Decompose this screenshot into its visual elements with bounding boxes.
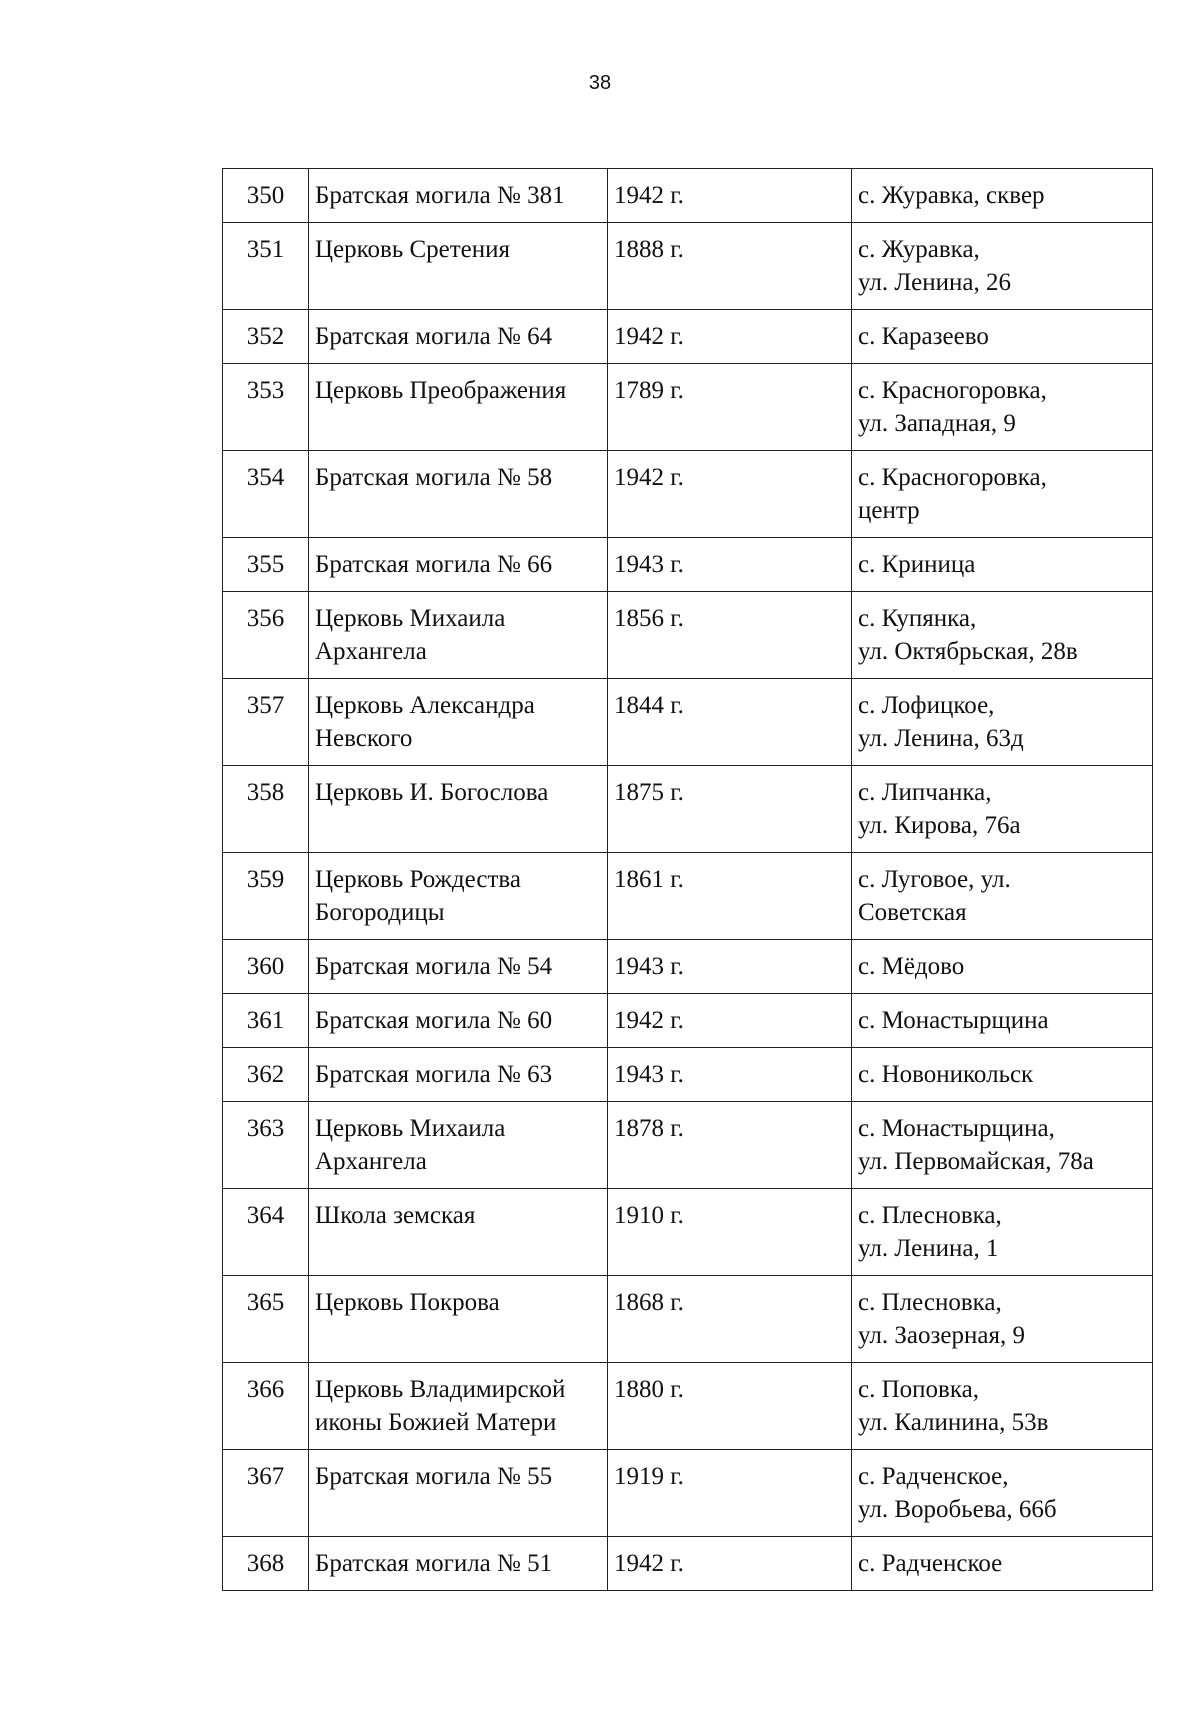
object-name-cell bbox=[309, 994, 608, 1048]
address-cell bbox=[852, 679, 1153, 766]
object-name-line: Братская могила № 64 bbox=[315, 323, 553, 350]
address-cell bbox=[852, 592, 1153, 679]
address-line: с. Красногоровка, bbox=[858, 464, 1047, 491]
registry-table-body bbox=[223, 169, 1153, 1591]
object-name-cell bbox=[309, 679, 608, 766]
year-cell: 1919 г. bbox=[608, 1450, 852, 1537]
heritage-registry-table bbox=[222, 168, 1153, 1591]
object-name-cell bbox=[309, 1276, 608, 1363]
address-cell bbox=[852, 1276, 1153, 1363]
table-row bbox=[223, 1363, 1153, 1450]
year-cell: 1861 г. bbox=[608, 853, 852, 940]
year-cell: 1943 г. bbox=[608, 940, 852, 994]
address-line: с. Новоникольск bbox=[858, 1061, 1034, 1088]
table-row bbox=[223, 169, 1153, 223]
address-line: с. Купянка, bbox=[858, 605, 977, 632]
row-number-cell: 356 bbox=[223, 592, 309, 679]
object-name-line: Церковь Преображения bbox=[315, 377, 567, 404]
object-name-line: Церковь И. Богослова bbox=[315, 779, 549, 806]
address-line: с. Красногоровка, bbox=[858, 377, 1047, 404]
address-cell bbox=[852, 364, 1153, 451]
row-number-cell: 357 bbox=[223, 679, 309, 766]
address-cell bbox=[852, 940, 1153, 994]
year-cell: 1942 г. bbox=[608, 310, 852, 364]
object-name-line: Братская могила № 58 bbox=[315, 464, 553, 491]
row-number-cell: 350 bbox=[223, 169, 309, 223]
row-number-cell: 358 bbox=[223, 766, 309, 853]
table-row bbox=[223, 1537, 1153, 1591]
object-name-cell bbox=[309, 853, 608, 940]
address-line: ул. Октябрьская, 28в bbox=[858, 638, 1078, 665]
object-name-line: Школа земская bbox=[315, 1202, 476, 1229]
year-cell: 1942 г. bbox=[608, 994, 852, 1048]
address-line: Советская bbox=[858, 899, 967, 926]
year-cell: 1888 г. bbox=[608, 223, 852, 310]
object-name-line: Невского bbox=[315, 725, 413, 752]
address-line: с. Монастырщина, bbox=[858, 1115, 1055, 1142]
object-name-cell bbox=[309, 1048, 608, 1102]
address-cell bbox=[852, 1102, 1153, 1189]
address-line: с. Луговое, ул. bbox=[858, 866, 1011, 893]
table-row bbox=[223, 1450, 1153, 1537]
address-line: с. Радченское, bbox=[858, 1463, 1009, 1490]
address-line: ул. Ленина, 26 bbox=[858, 269, 1011, 296]
table-row bbox=[223, 1048, 1153, 1102]
address-line: ул. Кирова, 76а bbox=[858, 812, 1021, 839]
object-name-cell bbox=[309, 1450, 608, 1537]
object-name-line: Богородицы bbox=[315, 899, 445, 926]
table-row bbox=[223, 451, 1153, 538]
year-cell: 1880 г. bbox=[608, 1363, 852, 1450]
object-name-line: Братская могила № 55 bbox=[315, 1463, 553, 1490]
table-row bbox=[223, 592, 1153, 679]
object-name-line: Церковь Сретения bbox=[315, 236, 511, 263]
table-row bbox=[223, 538, 1153, 592]
address-cell bbox=[852, 1537, 1153, 1591]
object-name-cell bbox=[309, 940, 608, 994]
address-line: ул. Ленина, 63д bbox=[858, 725, 1024, 752]
address-line: с. Мёдово bbox=[858, 953, 965, 980]
object-name-line: Архангела bbox=[315, 1148, 427, 1175]
object-name-cell bbox=[309, 169, 608, 223]
object-name-line: Церковь Рождества bbox=[315, 866, 521, 893]
address-line: с. Журавка, сквер bbox=[858, 182, 1045, 209]
address-line: с. Криница bbox=[858, 551, 976, 578]
object-name-line: иконы Божией Матери bbox=[315, 1409, 557, 1436]
year-cell: 1844 г. bbox=[608, 679, 852, 766]
table-row bbox=[223, 940, 1153, 994]
address-line: с. Каразеево bbox=[858, 323, 989, 350]
address-cell bbox=[852, 310, 1153, 364]
row-number-cell: 360 bbox=[223, 940, 309, 994]
row-number-cell: 367 bbox=[223, 1450, 309, 1537]
address-line: ул. Первомайская, 78а bbox=[858, 1148, 1094, 1175]
object-name-line: Братская могила № 60 bbox=[315, 1007, 553, 1034]
object-name-line: Церковь Михаила bbox=[315, 605, 506, 632]
table-row bbox=[223, 223, 1153, 310]
row-number-cell: 353 bbox=[223, 364, 309, 451]
table-row bbox=[223, 766, 1153, 853]
row-number-cell: 364 bbox=[223, 1189, 309, 1276]
table-row bbox=[223, 364, 1153, 451]
address-cell bbox=[852, 538, 1153, 592]
row-number-cell: 368 bbox=[223, 1537, 309, 1591]
address-line: с. Плесновка, bbox=[858, 1202, 1002, 1229]
address-cell bbox=[852, 451, 1153, 538]
table-row bbox=[223, 1102, 1153, 1189]
row-number-cell: 365 bbox=[223, 1276, 309, 1363]
address-cell bbox=[852, 1363, 1153, 1450]
address-cell bbox=[852, 1048, 1153, 1102]
object-name-cell bbox=[309, 1102, 608, 1189]
year-cell: 1943 г. bbox=[608, 538, 852, 592]
address-line: с. Монастырщина bbox=[858, 1007, 1049, 1034]
address-line: с. Липчанка, bbox=[858, 779, 992, 806]
year-cell: 1856 г. bbox=[608, 592, 852, 679]
object-name-cell bbox=[309, 310, 608, 364]
object-name-line: Братская могила № 54 bbox=[315, 953, 553, 980]
object-name-line: Архангела bbox=[315, 638, 427, 665]
object-name-cell bbox=[309, 592, 608, 679]
address-line: с. Лофицкое, bbox=[858, 692, 995, 719]
address-cell bbox=[852, 1450, 1153, 1537]
year-cell: 1789 г. bbox=[608, 364, 852, 451]
object-name-cell bbox=[309, 1189, 608, 1276]
address-cell bbox=[852, 853, 1153, 940]
table-row bbox=[223, 994, 1153, 1048]
address-cell bbox=[852, 766, 1153, 853]
address-line: с. Поповка, bbox=[858, 1376, 979, 1403]
row-number-cell: 361 bbox=[223, 994, 309, 1048]
year-cell: 1943 г. bbox=[608, 1048, 852, 1102]
table-row bbox=[223, 1189, 1153, 1276]
address-cell bbox=[852, 1189, 1153, 1276]
address-line: центр bbox=[858, 497, 920, 524]
table-row bbox=[223, 310, 1153, 364]
row-number-cell: 352 bbox=[223, 310, 309, 364]
row-number-cell: 351 bbox=[223, 223, 309, 310]
object-name-cell bbox=[309, 451, 608, 538]
object-name-line: Церковь Владимирской bbox=[315, 1376, 566, 1403]
address-line: ул. Воробьева, 66б bbox=[858, 1496, 1057, 1523]
address-cell bbox=[852, 994, 1153, 1048]
table-row bbox=[223, 853, 1153, 940]
year-cell: 1875 г. bbox=[608, 766, 852, 853]
year-cell: 1868 г. bbox=[608, 1276, 852, 1363]
object-name-cell bbox=[309, 364, 608, 451]
object-name-line: Братская могила № 66 bbox=[315, 551, 553, 578]
row-number-cell: 354 bbox=[223, 451, 309, 538]
object-name-cell bbox=[309, 1363, 608, 1450]
address-cell bbox=[852, 223, 1153, 310]
row-number-cell: 363 bbox=[223, 1102, 309, 1189]
object-name-line: Церковь Александра bbox=[315, 692, 535, 719]
year-cell: 1910 г. bbox=[608, 1189, 852, 1276]
object-name-line: Братская могила № 63 bbox=[315, 1061, 553, 1088]
address-line: ул. Ленина, 1 bbox=[858, 1235, 999, 1262]
object-name-cell bbox=[309, 1537, 608, 1591]
page-number: 38 bbox=[588, 72, 612, 94]
year-cell: 1942 г. bbox=[608, 1537, 852, 1591]
object-name-cell bbox=[309, 538, 608, 592]
address-cell bbox=[852, 169, 1153, 223]
address-line: с. Журавка, bbox=[858, 236, 980, 263]
row-number-cell: 366 bbox=[223, 1363, 309, 1450]
address-line: ул. Калинина, 53в bbox=[858, 1409, 1049, 1436]
table-row bbox=[223, 1276, 1153, 1363]
object-name-line: Церковь Покрова bbox=[315, 1289, 500, 1316]
row-number-cell: 355 bbox=[223, 538, 309, 592]
object-name-cell bbox=[309, 223, 608, 310]
object-name-line: Церковь Михаила bbox=[315, 1115, 506, 1142]
address-line: с. Радченское bbox=[858, 1550, 1003, 1577]
object-name-line: Братская могила № 381 bbox=[315, 182, 565, 209]
table-row bbox=[223, 679, 1153, 766]
object-name-line: Братская могила № 51 bbox=[315, 1550, 553, 1577]
year-cell: 1942 г. bbox=[608, 451, 852, 538]
address-line: ул. Западная, 9 bbox=[858, 410, 1016, 437]
row-number-cell: 362 bbox=[223, 1048, 309, 1102]
year-cell: 1878 г. bbox=[608, 1102, 852, 1189]
object-name-cell bbox=[309, 766, 608, 853]
row-number-cell: 359 bbox=[223, 853, 309, 940]
address-line: ул. Заозерная, 9 bbox=[858, 1322, 1025, 1349]
year-cell: 1942 г. bbox=[608, 169, 852, 223]
address-line: с. Плесновка, bbox=[858, 1289, 1002, 1316]
